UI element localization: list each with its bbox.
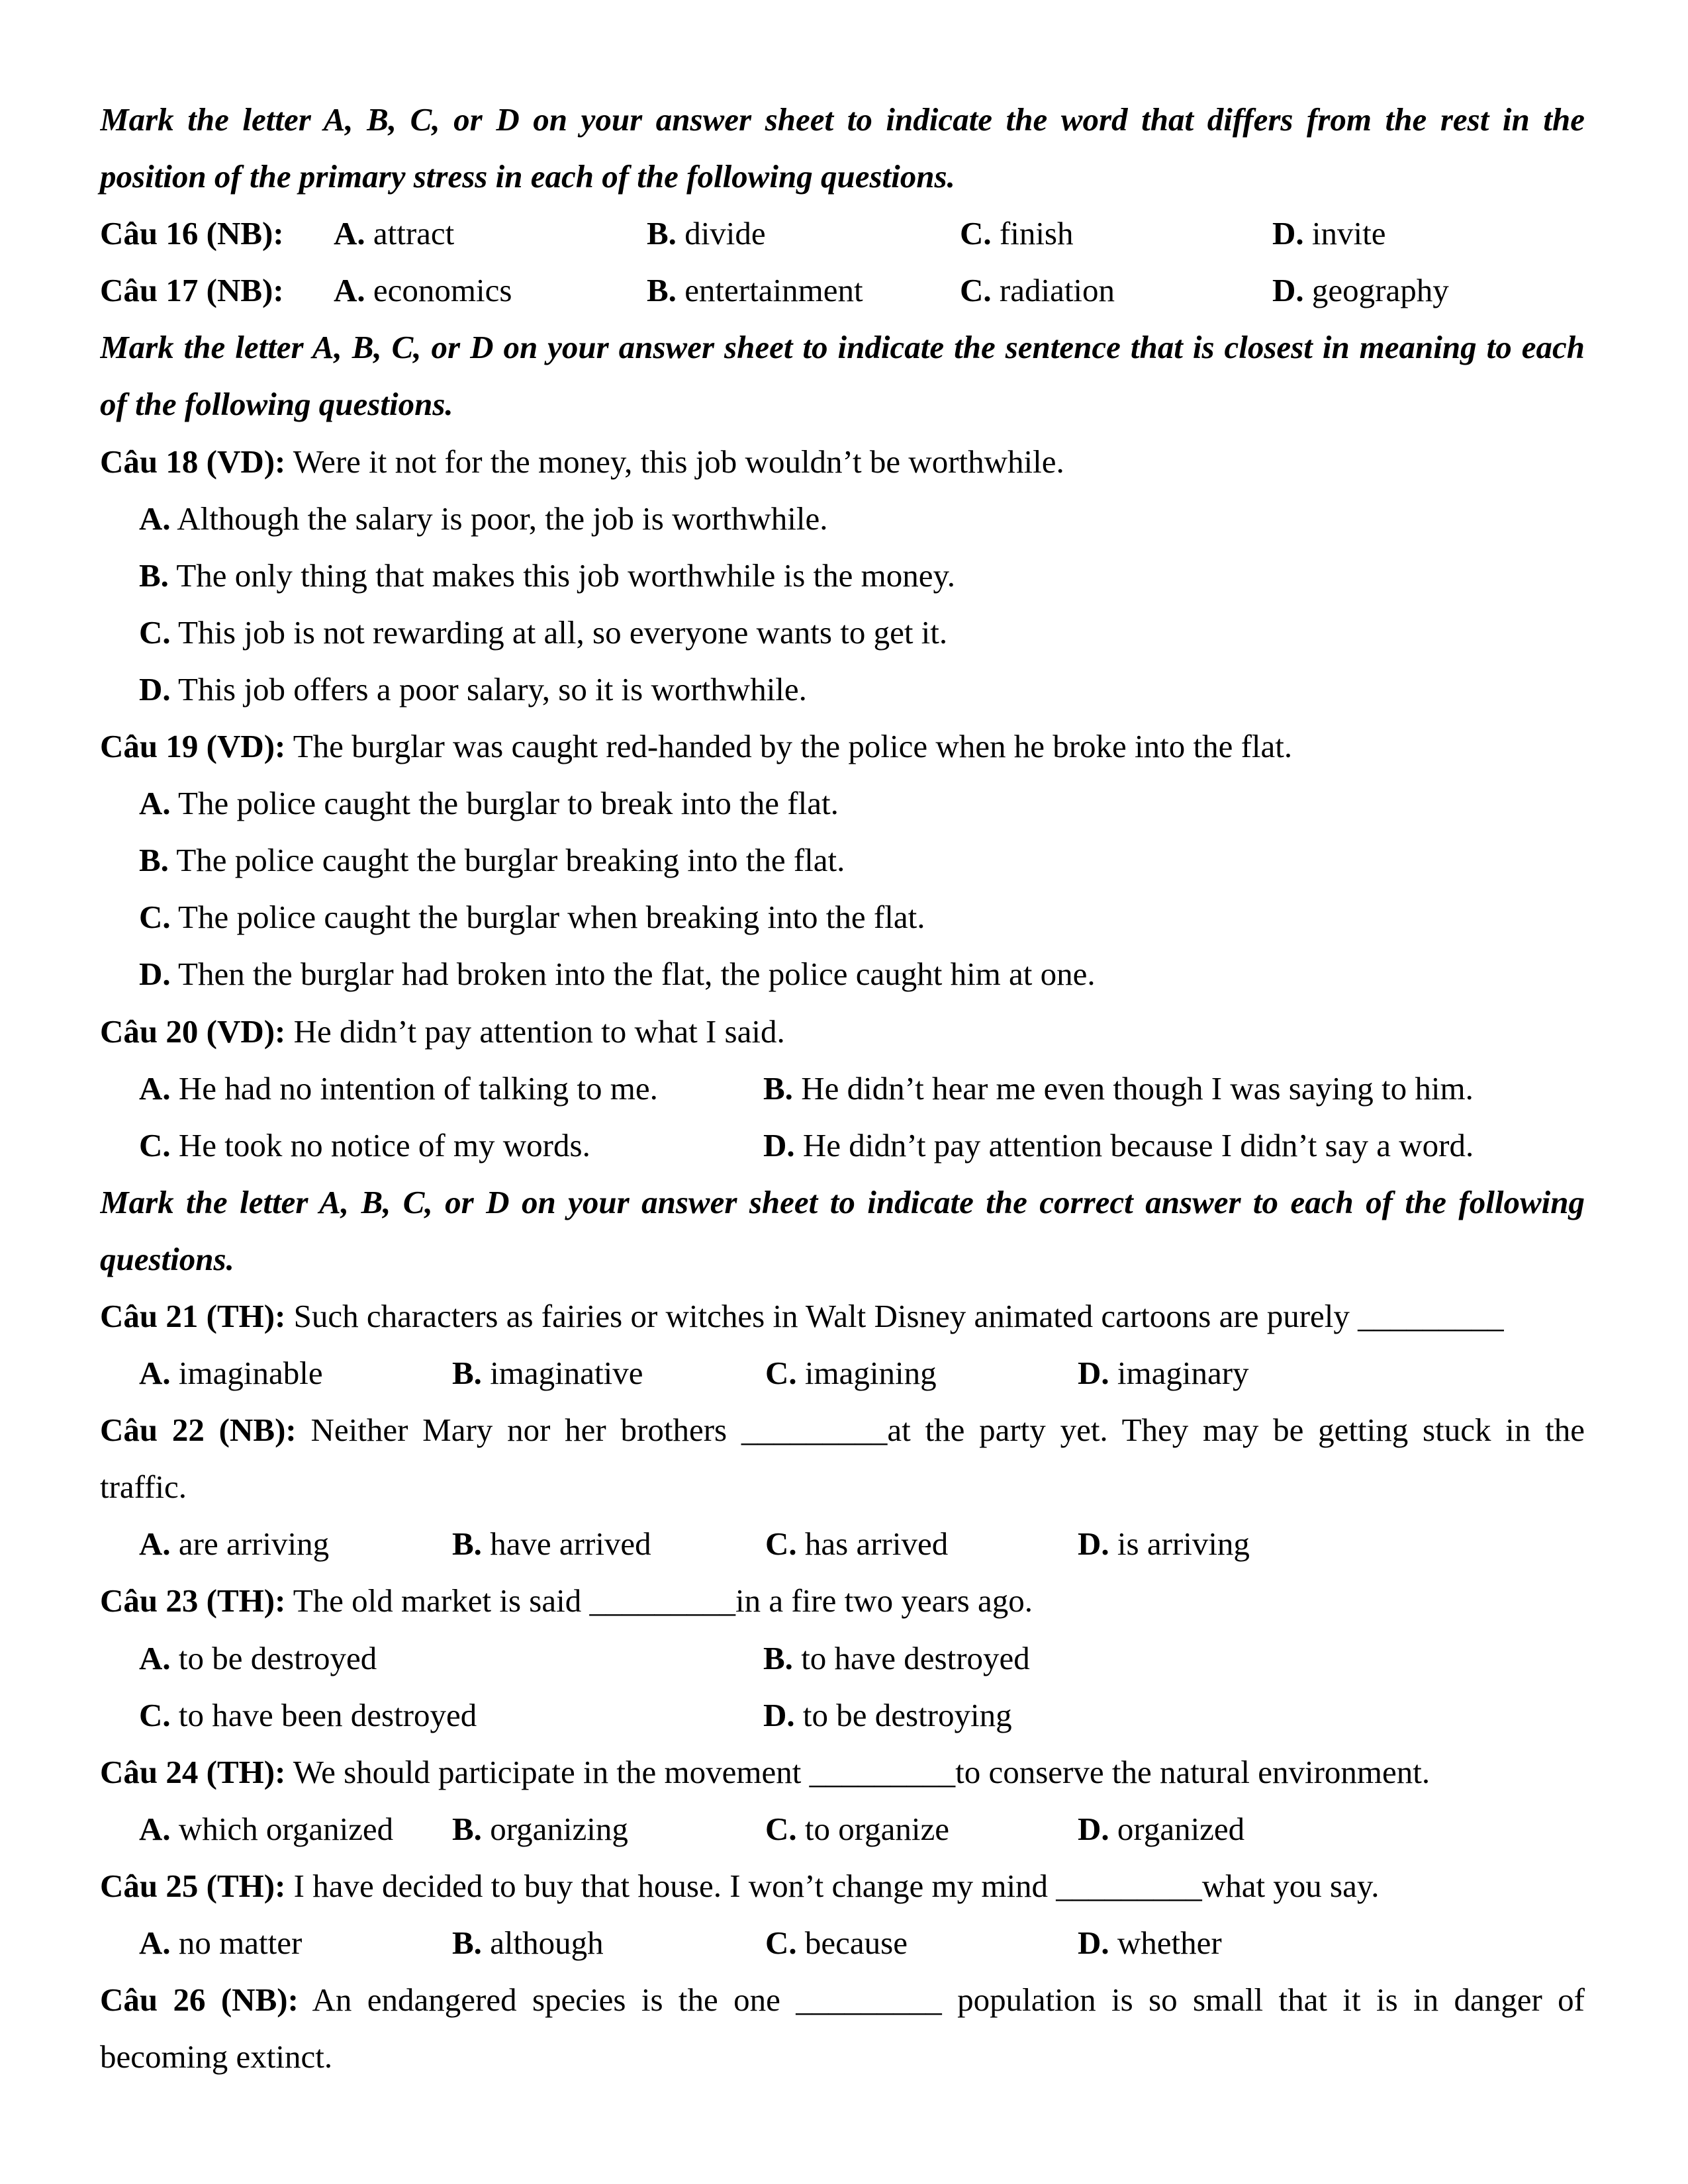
option-c: C. to organize	[765, 1810, 950, 1847]
option-c: C. This job is not rewarding at all, so everyone wants to get it.	[139, 614, 948, 651]
question-26: Câu 26 (NB): An endangered species is the one _________ population is so small that it is in danger of	[100, 1981, 1585, 2019]
option-d: D. Then the burglar had broken into the flat, the police caught him at one.	[139, 956, 1096, 993]
options-row	[100, 1630, 1585, 1687]
question-25: Câu 25 (TH): I have decided to buy that house. I won’t change my mind _________what you say.	[100, 1867, 1380, 1904]
option-a: A. which organized	[139, 1810, 394, 1847]
option-a: A. to be destroyed	[139, 1639, 377, 1676]
option-d: D. whether	[1078, 1925, 1222, 1961]
option-d: D. This job offers a poor salary, so it is worthwhile.	[139, 670, 807, 707]
option-b: B. divide	[647, 215, 766, 252]
exam-page	[100, 91, 1585, 2085]
option-b: B. organizing	[452, 1810, 628, 1847]
option-b: B. although	[452, 1925, 604, 1961]
option-a: A. no matter	[139, 1925, 303, 1961]
question-23: Câu 23 (TH): The old market is said _________in a fire two years ago.	[100, 1582, 1033, 1619]
question-24: Câu 24 (TH): We should participate in the movement _________to conserve the natural environment.	[100, 1753, 1430, 1790]
instruction-correct-cont: questions.	[100, 1240, 234, 1277]
instruction-stress-cont: position of the primary stress in each of the following questions.	[100, 158, 955, 195]
option-a: A. He had no intention of talking to me.	[139, 1069, 658, 1107]
question-17	[100, 262, 1585, 319]
option-c: C. to have been destroyed	[139, 1696, 477, 1733]
option-d: D. to be destroying	[763, 1696, 1012, 1733]
option-c: C. finish	[960, 215, 1074, 252]
option-a: A. attract	[334, 215, 455, 252]
options-row	[100, 1915, 1585, 1972]
option-b: B. The only thing that makes this job worthwhile is the money.	[139, 557, 956, 594]
question-18: Câu 18 (VD): Were it not for the money, this job wouldn’t be worthwhile.	[100, 443, 1064, 480]
option-a: A. Although the salary is poor, the job is worthwhile.	[139, 500, 828, 537]
instruction-meaning-cont: of the following questions.	[100, 386, 453, 423]
option-c: C. because	[765, 1925, 908, 1961]
option-c: C. He took no notice of my words.	[139, 1126, 590, 1163]
option-d: D. He didn’t pay attention because I didn’t say a word.	[763, 1126, 1474, 1163]
question-22: Câu 22 (NB): Neither Mary nor her brothers _________at the party yet. They may be getting stuck in the	[100, 1412, 1585, 1449]
option-b: B. imaginative	[452, 1355, 643, 1392]
option-a: A. are arriving	[139, 1525, 330, 1563]
option-c: C. has arrived	[765, 1525, 949, 1563]
option-d: D. invite	[1272, 215, 1386, 252]
question-16	[100, 205, 1585, 262]
question-22-cont: traffic.	[100, 1469, 187, 1506]
instruction-stress: Mark the letter A, B, C, or D on your answer sheet to indicate the word that differs from the rest in the	[100, 101, 1585, 138]
question-19: Câu 19 (VD): The burglar was caught red-handed by the police when he broke into the flat.	[100, 728, 1293, 765]
options-row	[100, 1516, 1585, 1572]
option-c: C. imagining	[765, 1355, 937, 1392]
option-c: C. The police caught the burglar when breaking into the flat.	[139, 899, 925, 936]
option-b: B. to have destroyed	[763, 1639, 1030, 1676]
option-d: D. geography	[1272, 272, 1449, 309]
option-a: A. economics	[334, 272, 512, 309]
option-b: B. He didn’t hear me even though I was saying to him.	[763, 1069, 1474, 1107]
question-21: Câu 21 (TH): Such characters as fairies or witches in Walt Disney animated cartoons are purely _________	[100, 1297, 1504, 1334]
question-20: Câu 20 (VD): He didn’t pay attention to what I said.	[100, 1013, 785, 1050]
option-d: D. organized	[1078, 1810, 1245, 1847]
option-b: B. The police caught the burglar breaking into the flat.	[139, 842, 845, 879]
options-row	[100, 1060, 1585, 1117]
question-label: Câu 17 (NB):	[100, 272, 284, 309]
options-row	[100, 1117, 1585, 1174]
option-b: B. have arrived	[452, 1525, 651, 1563]
option-a: A. The police caught the burglar to break into the flat.	[139, 785, 839, 822]
instruction-meaning: Mark the letter A, B, C, or D on your answer sheet to indicate the sentence that is closest in meaning to each	[100, 329, 1585, 366]
option-b: B. entertainment	[647, 272, 863, 309]
question-26-cont: becoming extinct.	[100, 2038, 333, 2075]
option-c: C. radiation	[960, 272, 1115, 309]
options-row	[100, 1687, 1585, 1744]
option-a: A. imaginable	[139, 1355, 323, 1392]
options-row	[100, 1345, 1585, 1402]
option-d: D. is arriving	[1078, 1525, 1250, 1563]
instruction-correct: Mark the letter A, B, C, or D on your answer sheet to indicate the correct answer to each of the following	[100, 1183, 1585, 1220]
option-d: D. imaginary	[1078, 1355, 1249, 1392]
question-label: Câu 16 (NB):	[100, 215, 284, 252]
options-row	[100, 1801, 1585, 1858]
